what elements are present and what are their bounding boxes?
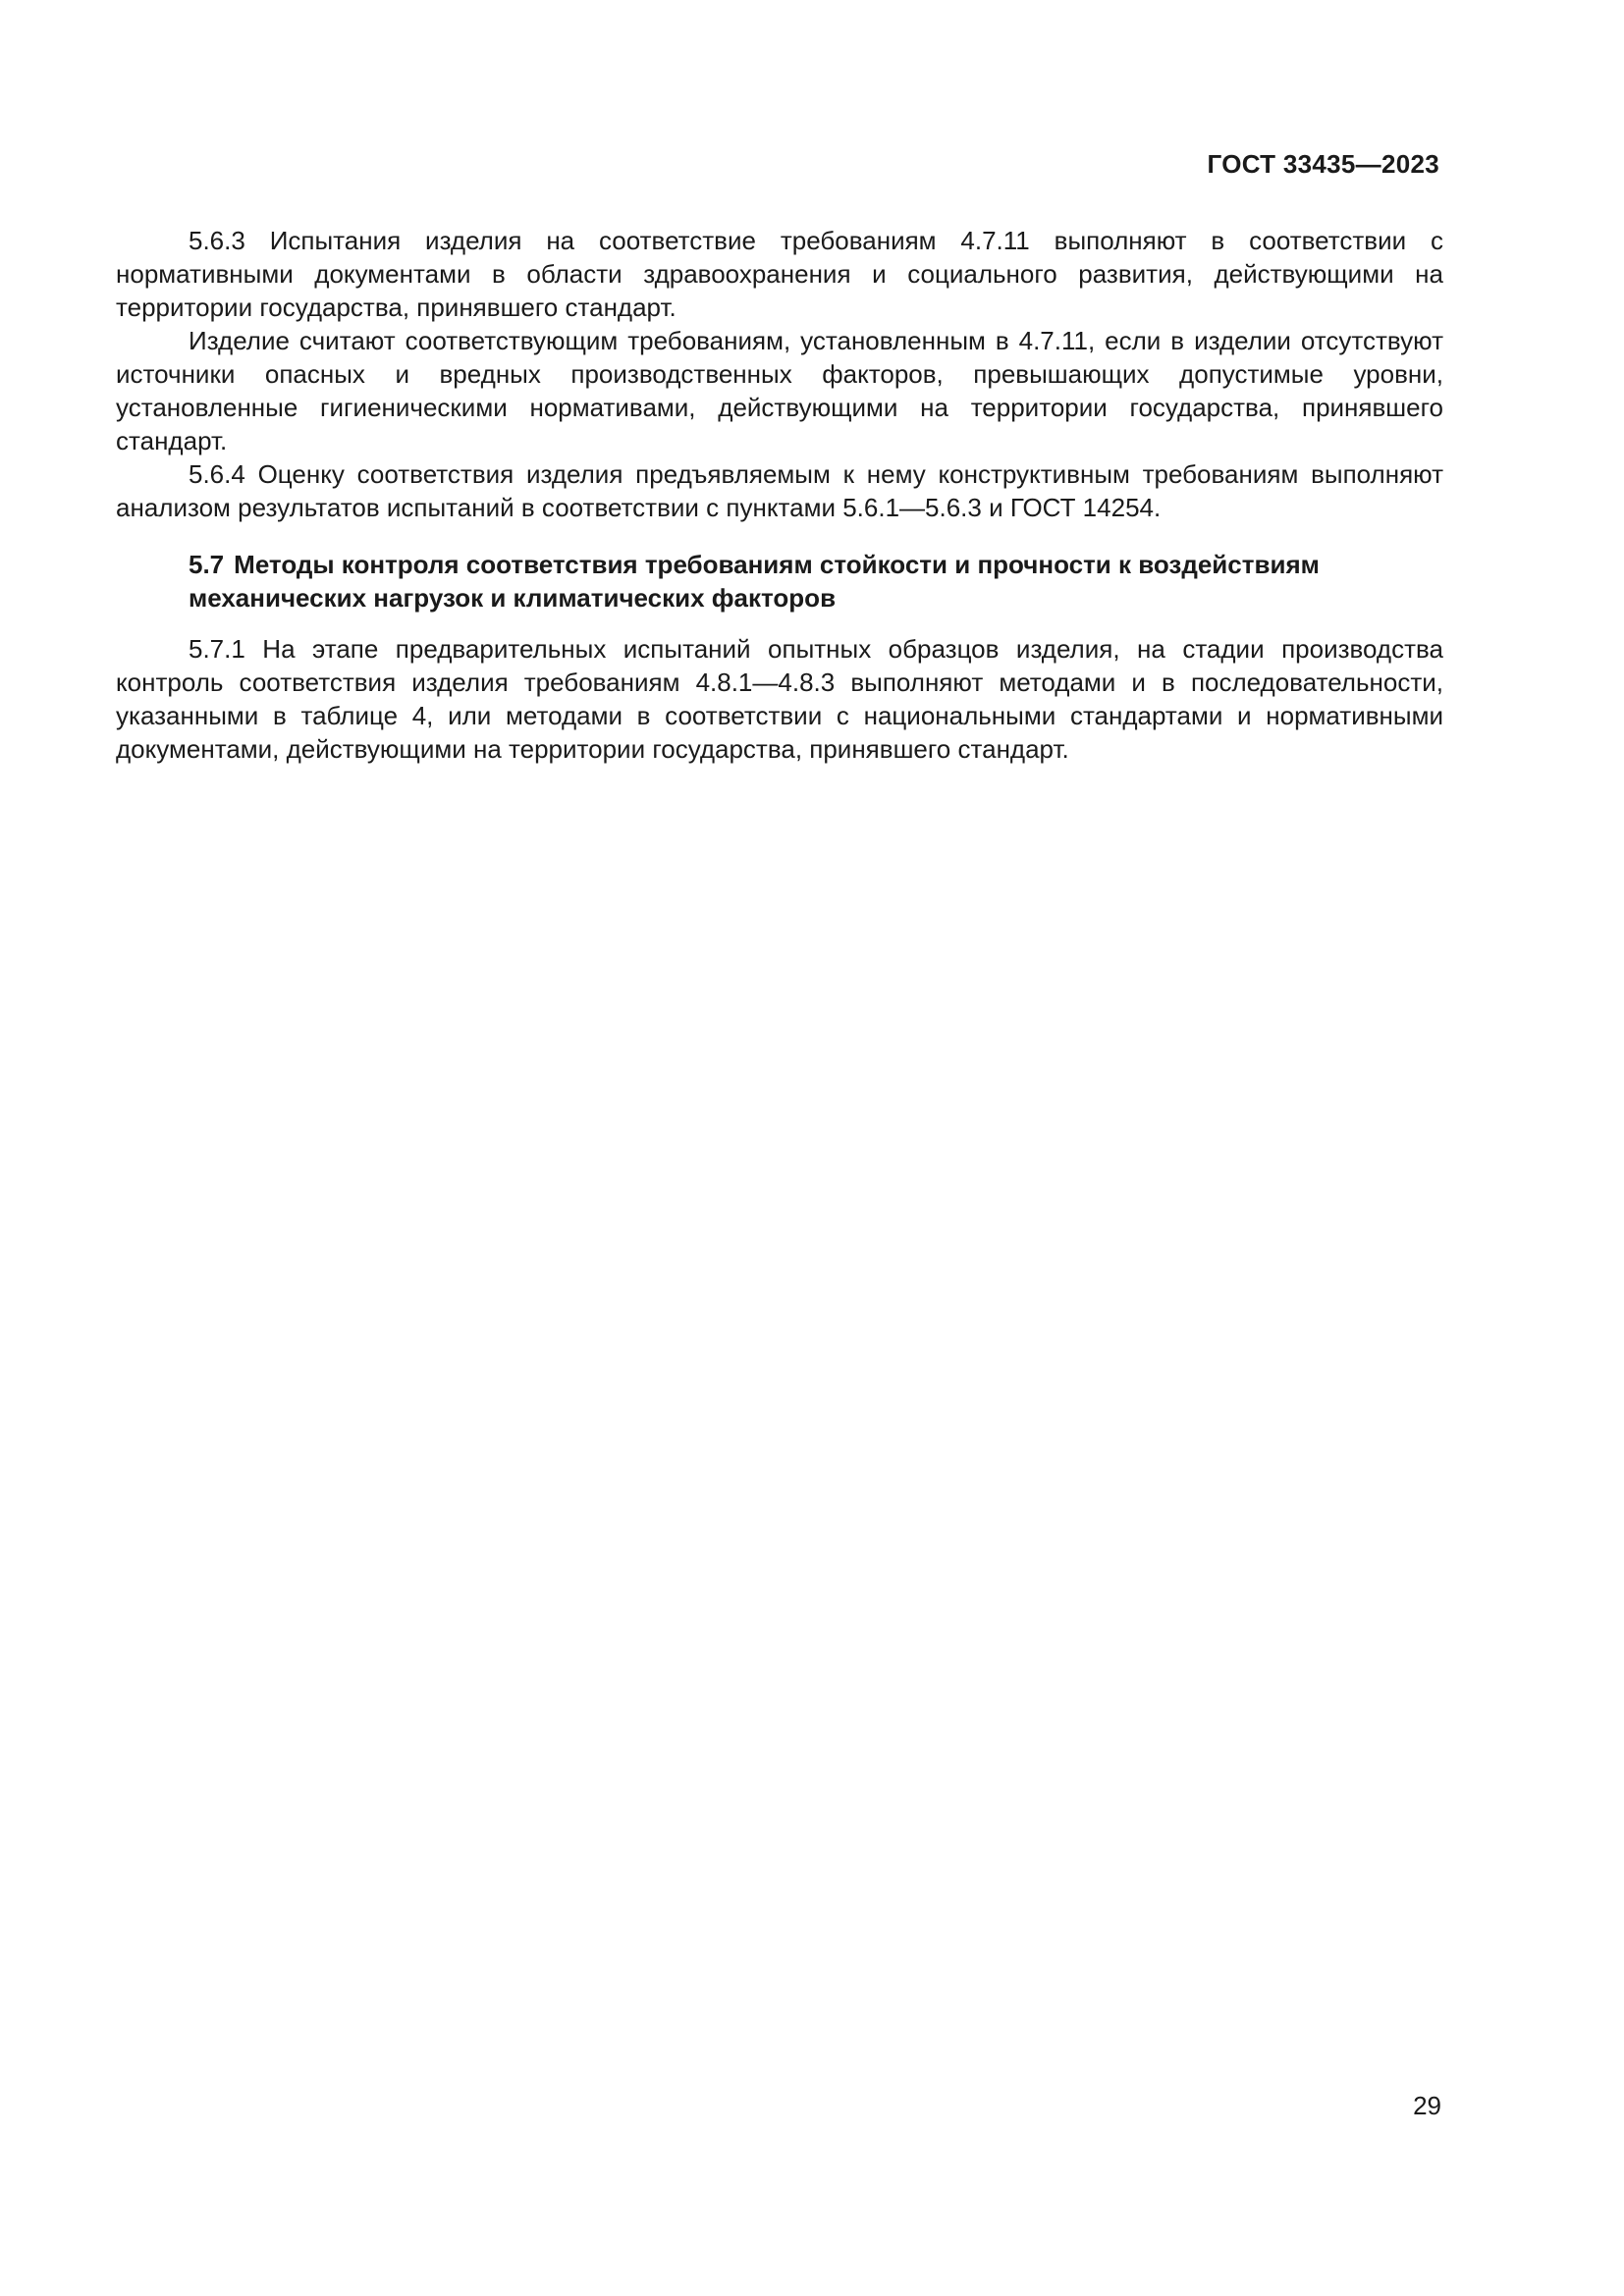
paragraph-conformity: Изделие считают соответствующим требованиям, установленным в 4.7.11, если в изделии отсутствуют источники опасных и вредных производственных факторов, превышающих допустимые уровни, установленные гигиеническими нормативами, действующими на территории государства, принявшего стандарт. bbox=[116, 326, 1443, 455]
paragraph-5-6-3: 5.6.3 Испытания изделия на соответствие требованиям 4.7.11 выполняют в соответствии с нормативными документами в области здравоохранения и социального развития, действующими на территории государства, принявшего стандарт. bbox=[116, 226, 1443, 322]
document-header: ГОСТ 33435—2023 bbox=[1207, 149, 1439, 179]
paragraph-5-6-4: 5.6.4 Оценку соответствия изделия предъявляемым к нему конструктивным требованиям выполняют анализом результатов испытаний в соответствии с пунктами 5.6.1—5.6.3 и ГОСТ 14254. bbox=[116, 459, 1443, 522]
section-heading-5-7 bbox=[116, 548, 1443, 614]
section-number: 5.7 bbox=[189, 550, 225, 579]
page-body bbox=[116, 224, 1443, 766]
page-number: 29 bbox=[1413, 2091, 1441, 2120]
paragraph-5-7-1: 5.7.1 На этапе предварительных испытаний опытных образцов изделия, на стадии производства контроль соответствия изделия требованиям 4.8.1—4.8.3 выполняют методами и в последовательности, указанными в таблице 4, или методами в соответствии с национальными стандартами и нормативными документами, действующими на территории государства, принявшего стандарт. bbox=[116, 634, 1443, 764]
section-title: Методы контроля соответствия требованиям стойкости и прочности к воздействиям механических нагрузок и климатических факторов bbox=[189, 550, 1320, 613]
